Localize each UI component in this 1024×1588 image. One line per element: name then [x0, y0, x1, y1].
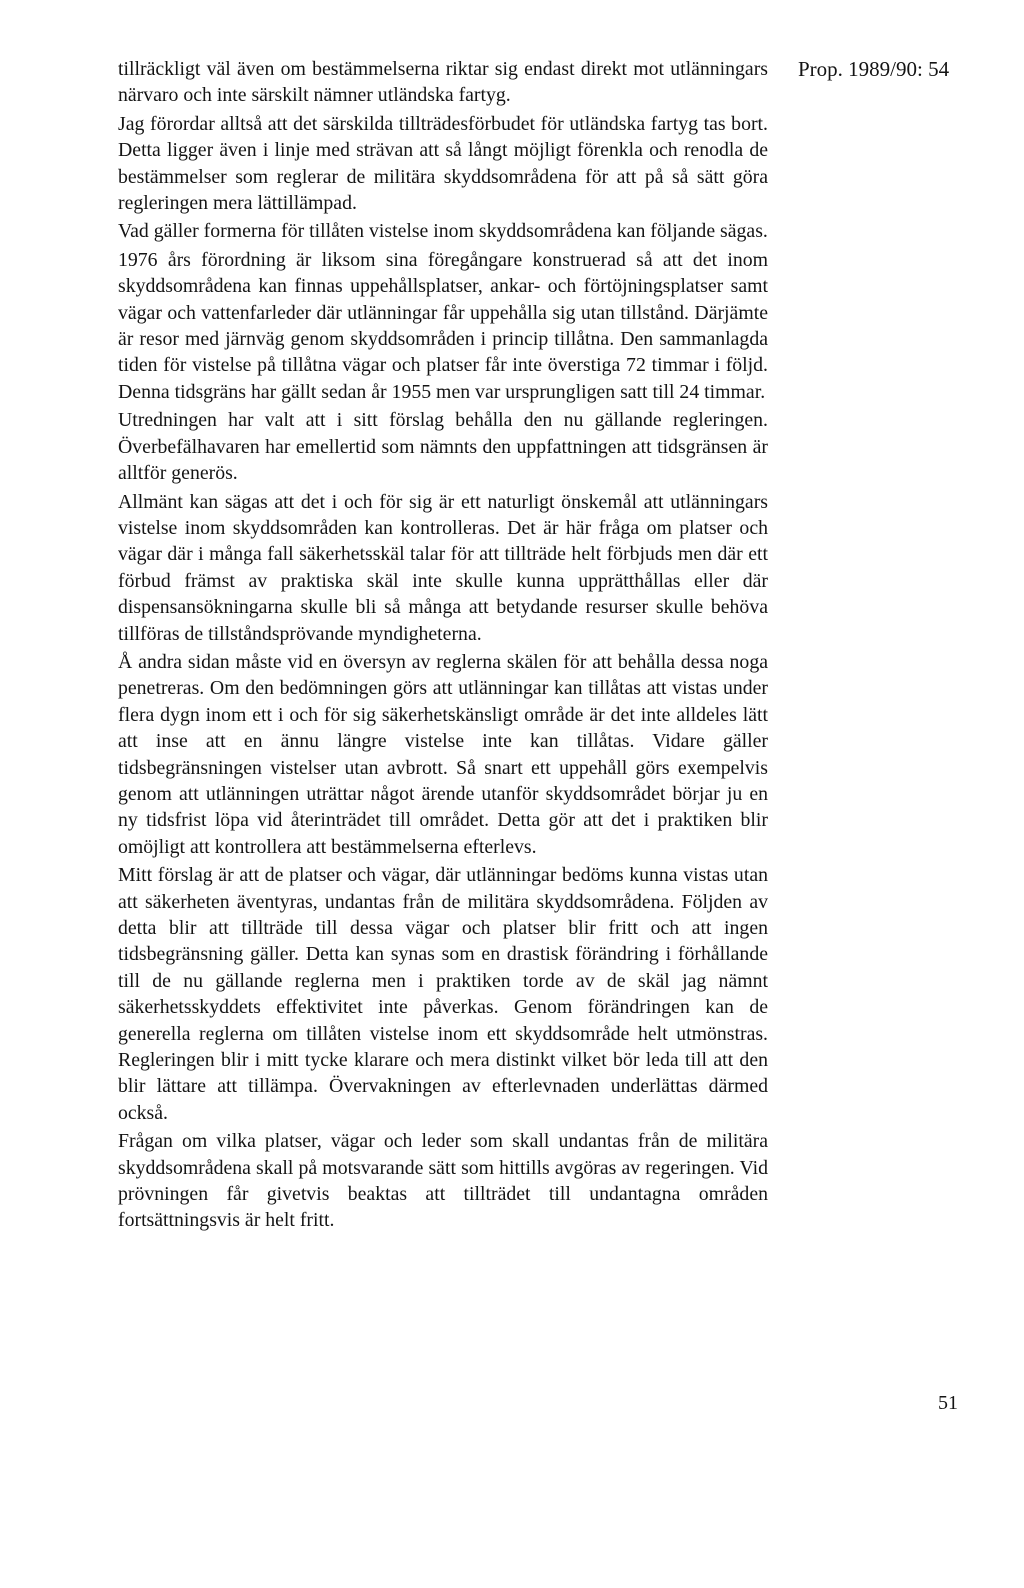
proposition-reference: Prop. 1989/90: 54	[798, 57, 950, 81]
page-number: 51	[938, 1392, 958, 1414]
paragraph-8: Mitt förslag är att de platser och vägar, där utlänningar bedöms kunna vistas utan att säkerheten äventyras, undantas från de militära skyddsområdena. Följden av detta blir att tillträde till dessa vägar och platser blir fritt och att ingen tidsbegränsning gäller. Detta kan synas som en drastisk förändring i förhållande till de nu gällande reglerna men i praktiken torde av de skäl jag nämnt säkerhetsskyddets effektivitet inte påverkas. Genom förändringen kan de generella reglerna om tillåten vistelse inom ett skyddsområde helt utmönstras. Regleringen blir i mitt tycke klarare och mera distinkt vilket bör leda till att den blir lättare att tillämpa. Övervakningen av efterlevnaden underlättas därmed också.	[118, 864, 768, 1124]
paragraph-4: 1976 års förordning är liksom sina föregångare konstruerad så att det inom skyddsområdena kan finnas uppehållsplatser, ankar- och förtöjningsplatser samt vägar och vattenfarleder där utlänningar får uppehålla sig utan tillstånd. Därjämte är resor med järnväg genom skyddsområden i princip tillåtna. Den sammanlagda tiden för vistelse på tillåtna vägar och platser får inte överstiga 72 timmar i följd. Denna tidsgräns har gällt sedan år 1955 men var ursprungligen satt till 24 timmar.	[118, 248, 768, 403]
paragraph-2: Jag förordar alltså att det särskilda tillträdesförbudet för utländska fartyg tas bort. Detta ligger även i linje med strävan att så långt möjligt förenkla och renodla de bestämmelser som reglerar de militära skyddsområdena för att på så sätt göra regleringen mera lättillämpad.	[118, 112, 768, 215]
paragraph-6: Allmänt kan sägas att det i och för sig är ett naturligt önskemål att utlänningars vistelse inom skyddsområden kan kontrolleras. Det är här fråga om platser och vägar där i många fall säkerhetsskäl talar för att tillträde helt förbjuds men där ett förbud främst av praktiska skäl inte skulle kunna upprätthållas eller där dispensansökningarna skulle bli så många att betydande resurser skulle behöva tillföras de tillståndsprövande myndigheterna.	[118, 490, 768, 645]
paragraph-9: Frågan om vilka platser, vägar och leder som skall undantas från de militära skyddsområdena skall på motsvarande sätt som hittills avgöras av regeringen. Vid prövningen får givetvis beaktas att tillträdet till undantagna områden fortsättningsvis är helt fritt.	[118, 1130, 768, 1232]
paragraph-3: Vad gäller formerna för tillåten vistelse inom skyddsområdena kan följande sägas.	[118, 220, 768, 243]
paragraph-7: Å andra sidan måste vid en översyn av reglerna skälen för att behålla dessa noga penetreras. Om den bedömningen görs att utlänningar kan tillåtas att vistas under flera dygn inom ett i och för sig säkerhetskänsligt område är det inte alldeles lätt att inse att en ännu längre vistelse inte kan tillåtas. Vidare gäller tidsbegränsningen vistelser utan avbrott. Så snart ett uppehåll görs exempelvis genom att utlänningen uträttar något ärende utanför skyddsområdet börjar ju en ny tidsfrist löpa vid återinträdet till området. Detta gör att det i praktiken blir omöjligt att kontrollera att bestämmelserna efterlevs.	[118, 650, 768, 858]
paragraph-5: Utredningen har valt att i sitt förslag behålla den nu gällande regleringen. Överbefälhavaren har emellertid som nämnts den uppfattningen att tidsgränsen är alltför generös.	[118, 409, 768, 485]
paragraph-1: tillräckligt väl även om bestämmelserna riktar sig endast direkt mot utlänningars närvaro och inte särskilt nämner utländska fartyg.	[118, 58, 768, 107]
body-text	[118, 56, 768, 1236]
